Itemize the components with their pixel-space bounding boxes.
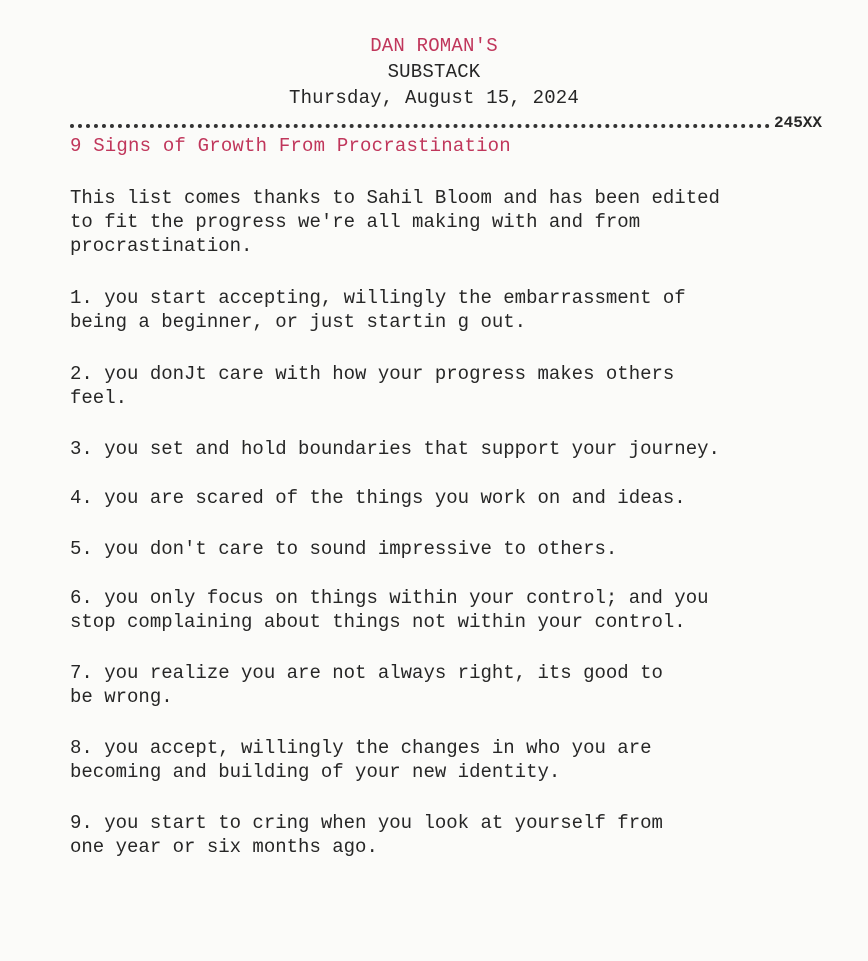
list-item: 7. you realize you are not always right, its good to be wrong. (70, 662, 663, 708)
list-item: 3. you set and hold boundaries that support your journey. (70, 438, 720, 460)
list-item: 2. you donJt care with how your progress makes others feel. (70, 363, 675, 409)
dotted-divider (70, 124, 770, 128)
issue-date: Thursday, August 15, 2024 (288, 87, 580, 109)
list-item: 5. you don't care to sound impressive to others. (70, 538, 618, 560)
reference-code: 245XX (774, 114, 823, 132)
list-item: 4. you are scared of the things you work on and ideas. (70, 487, 686, 509)
list-item: 6. you only focus on things within your control; and you stop complaining about things not within your control. (70, 587, 709, 633)
article-title: 9 Signs of Growth From Procrastination (70, 135, 511, 157)
publication-name: SUBSTACK (387, 61, 481, 83)
intro-paragraph: This list comes thanks to Sahil Bloom and has been edited to fit the progress we're all making with and from procrastination. (70, 187, 720, 257)
list-item: 9. you start to cring when you look at yourself from one year or six months ago. (70, 812, 663, 858)
author-name: DAN ROMAN'S (370, 35, 498, 57)
list-item: 8. you accept, willingly the changes in who you are becoming and building of your new identity. (70, 737, 652, 783)
list-item: 1. you start accepting, willingly the embarrassment of being a beginner, or just startin g out. (70, 287, 686, 333)
